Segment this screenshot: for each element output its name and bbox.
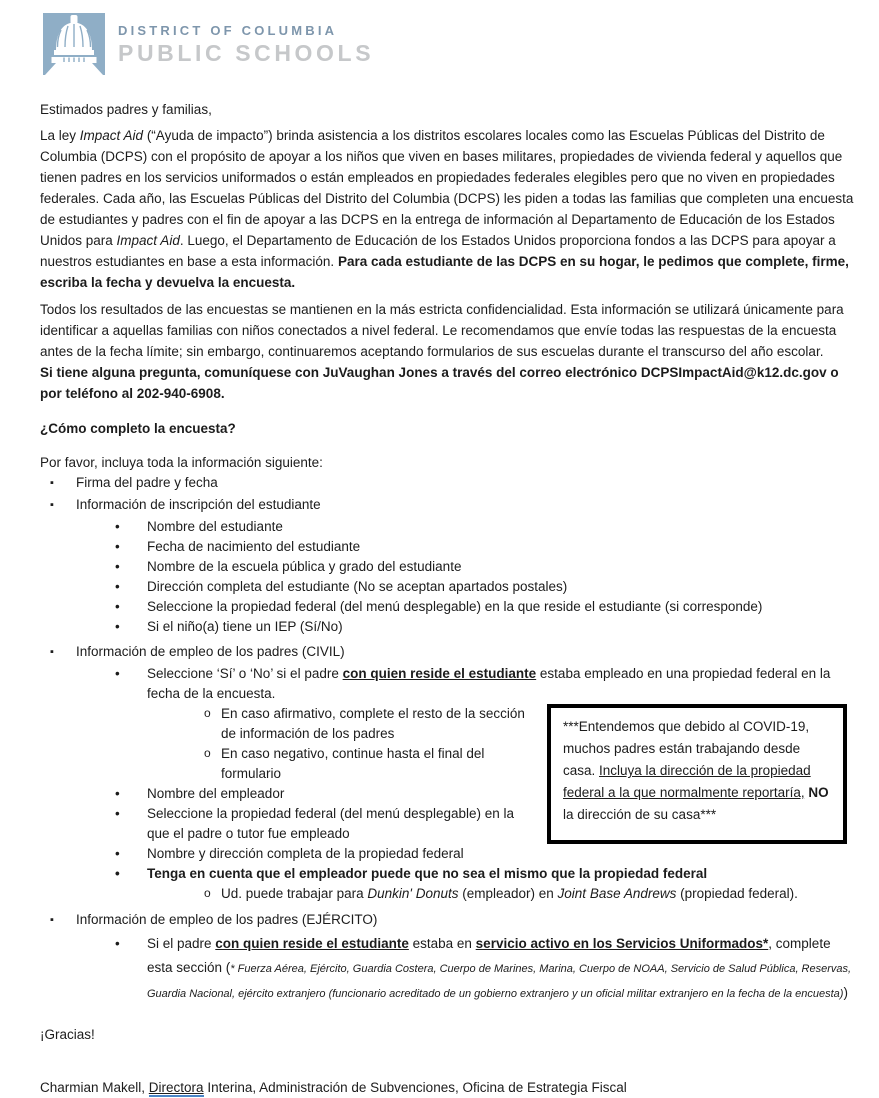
dcps-logo: [43, 13, 855, 75]
military-sublist: [40, 932, 855, 1006]
text-run: (propiedad federal).: [676, 886, 798, 901]
impact-aid-italic: Impact Aid: [79, 128, 144, 143]
text-run: Ud. puede trabajar para: [221, 886, 368, 901]
list-item-military: [50, 910, 855, 930]
list-item-affirmative: [40, 704, 855, 744]
checklist: [40, 473, 855, 1006]
capitol-dome-icon: [43, 13, 105, 75]
list-item-label: Seleccione la propiedad federal (del menú desplegable) en la que reside el estudiante (si corresponde): [147, 599, 763, 614]
no-emphasis: NO: [808, 785, 829, 800]
underlined-phrase: servicio activo en los Servicios Uniformados*: [475, 936, 769, 951]
list-item-enrollment: [50, 495, 855, 515]
list-item-negative: [40, 744, 855, 784]
confidentiality-paragraph: [40, 299, 855, 404]
text-run: . Luego, el Departamento de Educación de los Estados Unidos proporciona fondos a las DCPS para apoyar a nuestros estudiantes en base a esta información.: [40, 233, 836, 269]
bold-request: Para cada estudiante de las DCPS en su hogar, le pedimos que complete, firme, escriba la fecha y devuelva la encuesta.: [40, 254, 849, 290]
text-run: Si el padre: [147, 936, 216, 951]
text-run: la dirección de su casa***: [563, 807, 717, 822]
impact-aid-italic: Impact Aid: [116, 233, 180, 248]
list-item: [40, 517, 855, 537]
uniformed-services-footnote: * Fuerza Aérea, Ejército, Guardia Costera, Cuerpo de Marines, Marina, Cuerpo de NOAA, Servicio de Salud Pública, Reservas, Guardia Nacional, ejército extranjero (funcionario acreditado de un gobierno extranjero y un oficial militar extranjero en la fecha de la encuesta): [147, 963, 852, 1000]
text-run: (empleador) en: [458, 886, 558, 901]
list-item: [40, 557, 855, 577]
closing-thanks: ¡Gracias!: [40, 1027, 95, 1042]
underlined-phrase: con quien reside el estudiante: [342, 666, 537, 681]
list-item-employer-name: [40, 784, 855, 804]
text-run: , complete esta sección (: [147, 936, 831, 975]
text-run: Todos los resultados de las encuestas se mantienen en la más estricta confidencialidad. Esta información se utilizará únicamente para identificar a aquellas familias con niños conectados a nivel federal. Le recomendamos que envíe todas las respuestas de la encuesta antes de la fecha límite; sin embargo, continuaremos aceptando formularios de sus escuelas durante el transcurso del año escolar.: [40, 302, 844, 359]
greeting: Estimados padres y familias,: [40, 102, 212, 117]
contact-line: Si tiene alguna pregunta, comuníquese con JuVaughan Jones a través del correo electrónico DCPSImpactAid@k12.dc.gov o por teléfono al 202-940-6908.: [40, 365, 839, 401]
logo-wordmark: [118, 23, 374, 66]
list-item-active-duty: [40, 932, 855, 1006]
list-item-select-yes-no: [40, 664, 855, 704]
list-item-label: Tenga en cuenta que el empleador puede que no sea el mismo que la propiedad federal: [147, 866, 708, 881]
base-example-italic: Joint Base Andrews: [557, 886, 677, 901]
logo-schools-line: PUBLIC SCHOOLS: [118, 40, 375, 66]
text-run: ***Entendemos que debido al COVID-19, muchos padres están trabajando desde casa.: [563, 719, 810, 778]
text-run: estaba empleado en una propiedad federal en la fecha de la encuesta.: [147, 666, 831, 701]
list-item-property-address: [40, 844, 855, 864]
list-item-example: [40, 884, 855, 904]
list-item: [40, 617, 855, 637]
directora-underlined: Directora: [148, 1080, 204, 1095]
list-item: [40, 597, 855, 617]
list-item-select-property: [40, 804, 855, 844]
list-item-signature: [50, 473, 855, 493]
list-item-employer-note: [40, 864, 855, 884]
list-item-label: Nombre y dirección completa de la propiedad federal: [147, 846, 464, 861]
list-item-label: Firma del padre y fecha: [76, 475, 218, 490]
text-run: (“Ayuda de impacto”) brinda asistencia a los distritos escolares locales como las Escuelas Públicas del Distrito de Columbia (DCPS) con el propósito de apoyar a los niños que viven en bases militares, propiedades de vivienda federal y aquellos que tienen padres en los servicios uniformados o están empleados en propiedades federales elegibles pero que no viven en propiedades federales. Cada año, las Escuelas Públicas del Distrito del Columbia (DCPS) les piden a todas las familias que completen una encuesta de estudiantes y padres con el fin de apoyar a las DCPS en la entrega de información al Departamento de Educación de los Estados Unidos para: [40, 128, 854, 248]
intro-paragraph: [40, 125, 855, 293]
underlined-phrase: Incluya la dirección de la propiedad federal a la que normalmente reportaría,: [563, 763, 811, 800]
how-to-heading: ¿Cómo completo la encuesta?: [40, 421, 236, 436]
list-item-label: Información de inscripción del estudiante: [76, 497, 321, 512]
text-run: Interina, Administración de Subvenciones, Oficina de Estrategia Fiscal: [203, 1080, 627, 1095]
list-item: [40, 537, 855, 557]
list-item-civil: [50, 642, 855, 662]
underlined-phrase: con quien reside el estudiante: [215, 936, 409, 951]
how-to-intro: Por favor, incluya toda la información siguiente:: [40, 455, 323, 470]
text-run: La ley: [40, 128, 80, 143]
list-item-label: Nombre de la escuela pública y grado del estudiante: [147, 559, 462, 574]
list-item: [40, 577, 855, 597]
list-item-label: Nombre del empleador: [147, 786, 285, 801]
list-item-label: Información de empleo de los padres (EJÉRCITO): [76, 912, 378, 927]
text-run: Charmian Makell,: [40, 1080, 149, 1095]
list-item-label: Fecha de nacimiento del estudiante: [147, 539, 361, 554]
logo-district-line: DISTRICT OF COLUMBIA: [118, 23, 338, 38]
list-item-label: Seleccione la propiedad federal (del menú desplegable) en la que el padre o tutor fue empleado: [147, 806, 514, 841]
text-run: estaba en: [408, 936, 476, 951]
civil-sublist: [40, 664, 855, 904]
employer-example-italic: Dunkin' Donuts: [367, 886, 459, 901]
signature-line: [40, 1077, 855, 1098]
enrollment-sublist: [40, 517, 855, 637]
list-item-label: En caso afirmativo, complete el resto de la sección de información de los padres: [221, 706, 525, 741]
list-item-label: Información de empleo de los padres (CIVIL): [76, 644, 345, 659]
list-item-label: Si el niño(a) tiene un IEP (Sí/No): [147, 619, 343, 634]
text-run: Seleccione ‘Sí’ o ‘No’ si el padre: [147, 666, 343, 681]
list-item-label: En caso negativo, continue hasta el final del formulario: [221, 746, 485, 781]
list-item-label: Nombre del estudiante: [147, 519, 283, 534]
list-item-label: Dirección completa del estudiante (No se aceptan apartados postales): [147, 579, 568, 594]
text-run: ): [843, 985, 848, 1000]
